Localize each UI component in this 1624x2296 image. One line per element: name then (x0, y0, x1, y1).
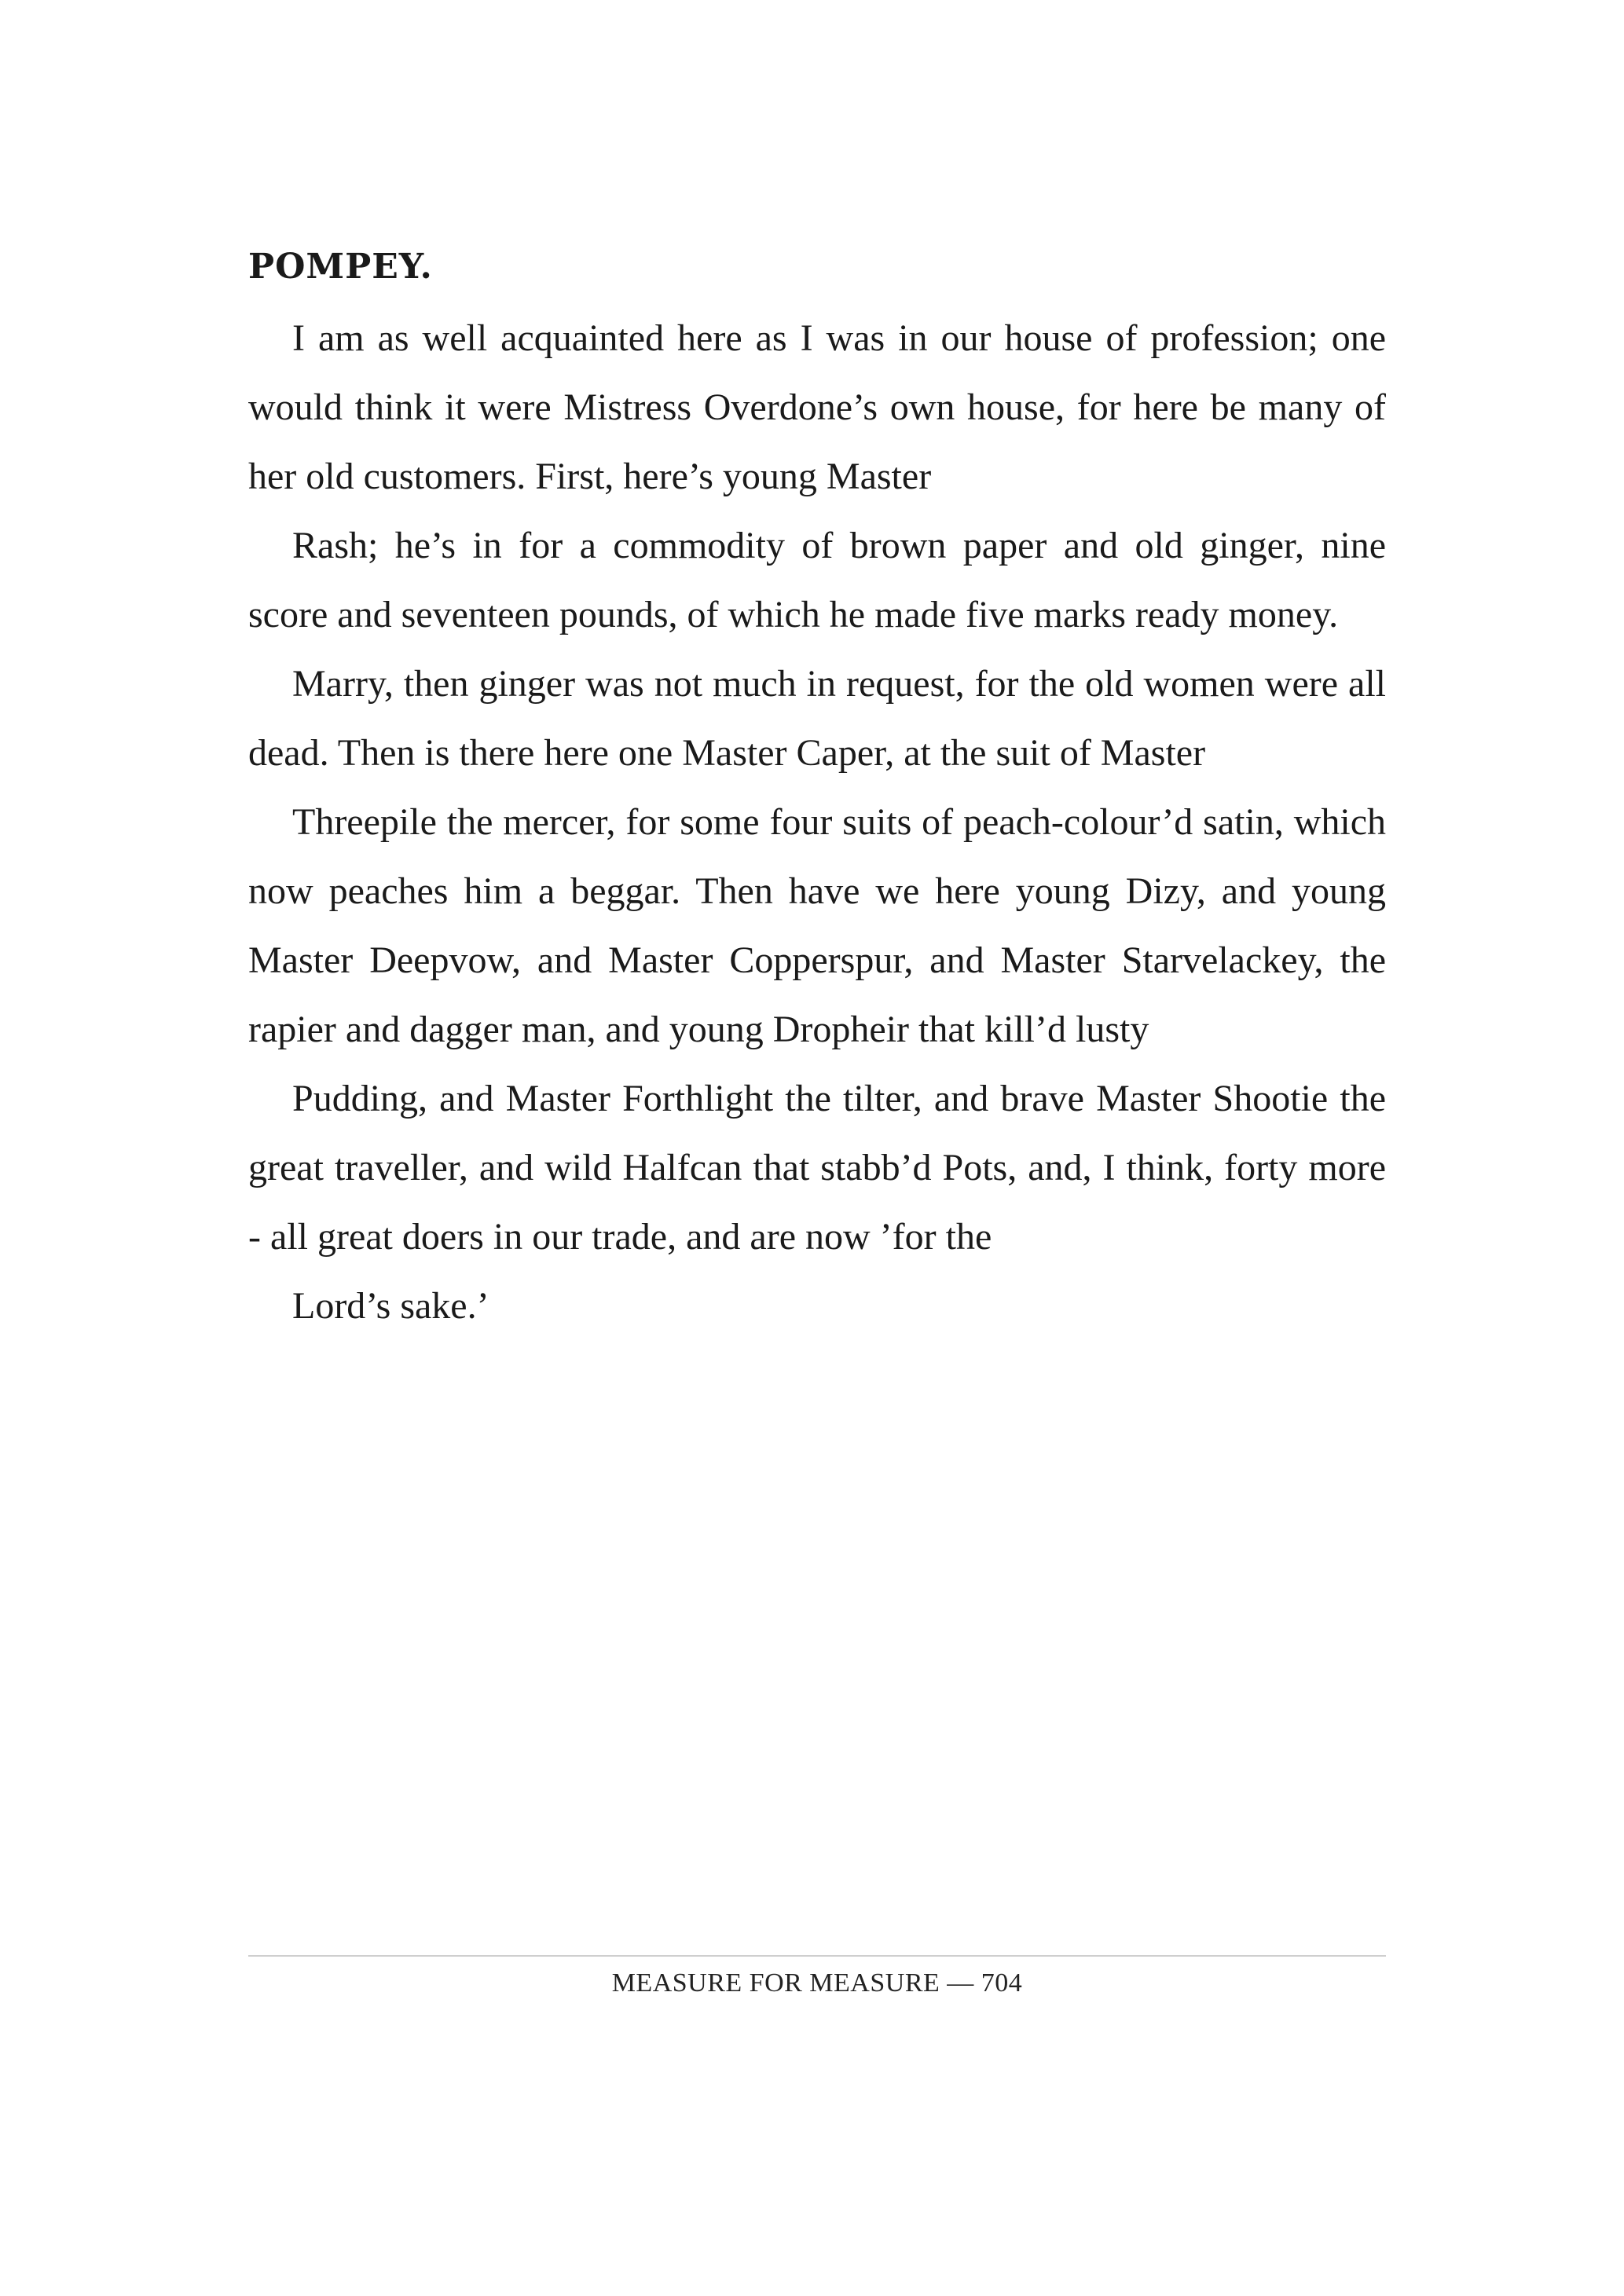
running-footer: MEASURE FOR MEASURE — 704 (611, 1968, 1023, 1998)
speaker-name: POMPEY. (248, 247, 433, 287)
footer-divider (248, 1955, 1386, 1957)
paragraph: I am as well acquainted here as I was in our house of profession; one would think it were Mistress Overdone’s own house, for here be many of her old customers. First, here’s young Master (248, 317, 1386, 497)
paragraph: Marry, then ginger was not much in request, for the old women were all dead. Then is there here one Master Caper, at the suit of Master (248, 663, 1386, 774)
paragraph: Lord’s sake.’ (292, 1285, 489, 1327)
paragraph: Rash; he’s in for a commodity of brown paper and old ginger, nine score and seventeen pounds, of which he made five marks ready money. (248, 525, 1386, 635)
paragraph: Threepile the mercer, for some four suits of peach-colour’d satin, which now peaches him a beggar. Then have we here young Dizy, and young Master Deepvow, and Master Copperspur, and Master Starvelackey, the rapier and dagger man, and young Dropheir that kill’d lusty (248, 801, 1386, 1050)
paragraph: Pudding, and Master Forthlight the tilter, and brave Master Shootie the great traveller, and wild Halfcan that stabb’d Pots, and, I think, forty more - all great doers in our trade, and are now ’for the (248, 1078, 1386, 1258)
text-block (248, 240, 1386, 1341)
